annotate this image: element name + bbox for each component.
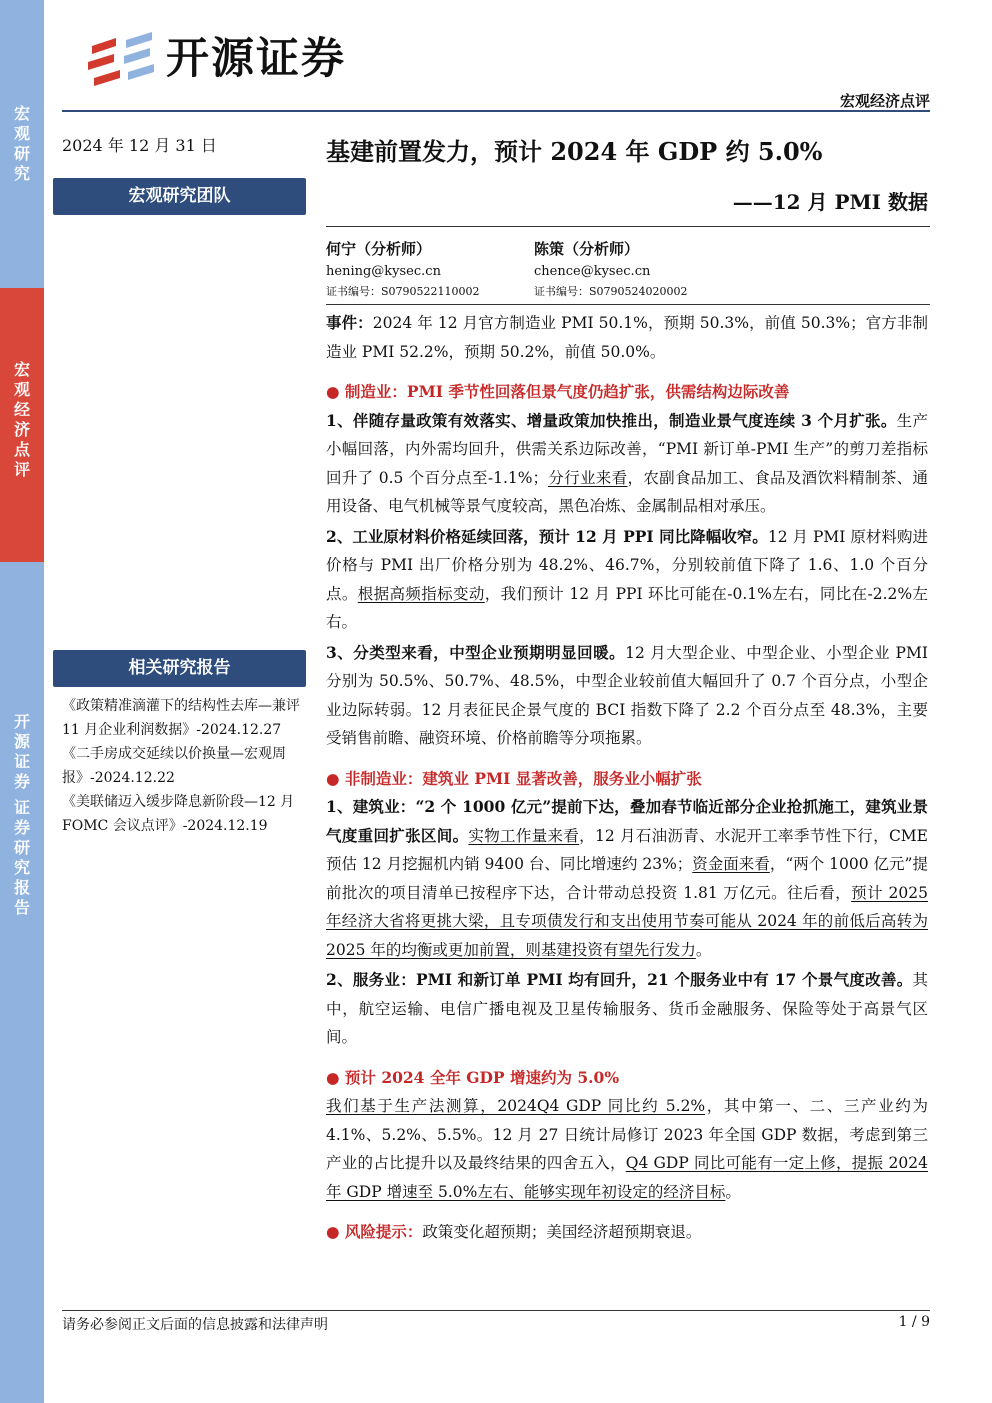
- related-reports-header: 相关研究报告: [53, 650, 306, 687]
- paragraph: [326, 966, 928, 1052]
- paragraph-text: 。: [725, 1182, 741, 1201]
- sidebar-char: 观: [13, 124, 30, 143]
- brand-logo: [86, 28, 376, 90]
- paragraph-text: ，其中第一、二、三产业约为 4.1%、5.2%、5.5%。12 月 27 日统计局修订 2023 年全国 GDP 数据，考虑到第三产业的占比提升以及最终结果的四舍五入，: [326, 1097, 928, 1172]
- brand-name: 开源证券: [166, 34, 346, 84]
- sidebar-label-mid: [0, 360, 44, 480]
- analyst-card: [534, 237, 754, 301]
- section-heading-non-manufacturing: ● 非制造业：建筑业 PMI 显著改善，服务业小幅扩张: [326, 768, 702, 788]
- sidebar-char: 宏: [13, 360, 30, 379]
- team-label: 宏观研究团队: [53, 178, 306, 215]
- report-date: 2024 年 12 月 31 日: [62, 136, 217, 155]
- analyst-cert: 证书编号：S0790522110002: [326, 285, 480, 298]
- event-label: 事件：: [326, 313, 373, 332]
- paragraph-underlined: Q4 GDP 同比可能有一定上修，提振 2024 年 GDP 增速至 5.0%左右、能够实现年初设定的经济目标: [326, 1154, 928, 1201]
- sidebar-label-bottom: [0, 712, 44, 918]
- paragraph-lead: 2、服务业：PMI 和新订单 PMI 均有回升，21 个服务业中有 17 个景气度改善。: [326, 970, 913, 989]
- related-reports-list: [62, 694, 306, 838]
- footer-disclaimer: 请务必参阅正文后面的信息披露和法律声明: [62, 1317, 328, 1333]
- sidebar-char: 点: [13, 440, 30, 459]
- sidebar-char: 报: [13, 878, 30, 897]
- report-body: [326, 309, 928, 1247]
- paragraph-text: ，我们预计 12 月 PPI 环比可能在-0.1%左右，同比在-2.2%左右。: [326, 584, 928, 631]
- sidebar-char: 研: [13, 838, 30, 857]
- page-number: 1 / 9: [898, 1314, 930, 1330]
- sidebar-char: 观: [13, 380, 30, 399]
- paragraph-lead: 2、工业原材料价格延续回落，预计 12 月 PPI 同比降幅收窄。: [326, 526, 768, 546]
- analyst-email[interactable]: chence@kysec.cn: [534, 264, 651, 279]
- title-rule: [326, 226, 930, 227]
- footer-rule: [62, 1310, 930, 1311]
- paragraph-text: 12 月 PMI 原材料购进价格与 PMI 出厂价格分别为 48.2%、46.7%，分别较前值下降了 1.6、1.0 个百分点。: [326, 527, 928, 603]
- logo-mark-icon: [86, 28, 158, 90]
- paragraph-underlined: 根据高频指标变动: [357, 584, 485, 603]
- analyst-cert: 证书编号：S0790524020002: [534, 285, 688, 298]
- paragraph-text: 生产小幅回落，内外需均回升，供需关系边际改善，“PMI 新订单-PMI 生产”的剪刀差指标回升了 0.5 个百分点至-1.1%；: [326, 411, 928, 487]
- paragraph: [326, 793, 928, 964]
- paragraph-text: ，“两个 1000 亿元”提前批次的项目清单已按程序下达，合计带动总投资 1.81 万亿元。往后看，: [326, 855, 928, 902]
- paragraph-text: ，农副食品加工、食品及酒饮料精制茶、通用设备、电气机械等景气度较高，黑色冶炼、金属制品相对承压。: [326, 468, 928, 515]
- paragraph-underlined: 分行业来看: [547, 468, 628, 487]
- sidebar-char: 证: [13, 798, 30, 817]
- sidebar-char: 济: [13, 420, 30, 439]
- paragraph-text: 12 月大型企业、中型企业、小型企业 PMI 分别为 50.5%、50.7%、48.5%，中型企业较前值大幅回升了 0.7 个百分点，小型企业边际转弱。12 月表征民企景气度的 BCI 指数下降了 2.2 个百分点至 48.3%，主要受销售前瞻、融资环境、价格前瞻等分项拖累。: [326, 643, 928, 747]
- paragraph-underlined: 资金面来看: [692, 855, 770, 873]
- page-subtitle: ——12 月 PMI 数据: [732, 190, 928, 214]
- paragraph-text: 其中，航空运输、电信广播电视及卫星传输服务、货币金融服务、保险等处于高景气区间。: [326, 971, 928, 1046]
- page-title: 基建前置发力，预计 2024 年 GDP 约 5.0%: [326, 137, 823, 166]
- paragraph: [326, 1092, 928, 1206]
- paragraph-text: ，12 月石油沥青、水泥开工率季节性下行，CME 预估 12 月挖掘机内销 9400 台、同比增速约 23%；: [326, 826, 928, 873]
- event-paragraph: [326, 309, 928, 366]
- paragraph: [326, 407, 928, 521]
- analyst-name: 何宁（分析师）: [326, 240, 432, 258]
- analyst-rule: [326, 304, 930, 305]
- sidebar-char: 源: [13, 732, 30, 751]
- paragraph-text: 。: [695, 940, 712, 959]
- sidebar-strip-bottom: [0, 562, 44, 1403]
- paragraph-underlined: 实物工作量来看: [468, 826, 580, 845]
- risk-label: ● 风险提示：: [326, 1222, 423, 1241]
- paragraph-lead: 3、分类型来看，中型企业预期明显回暖。: [326, 642, 626, 662]
- paragraph-underlined: 我们基于生产法测算，2024Q4 GDP 同比约 5.2%: [326, 1097, 706, 1115]
- paragraph-lead: 1、建筑业：“2 个 1000 亿元”提前下达，叠加春节临近部分企业抢抓施工，建筑业景气度重回扩张区间。: [326, 797, 928, 845]
- sidebar-char: 告: [13, 898, 30, 917]
- paragraph-lead: 1、伴随存量政策有效落实、增量政策加快推出，制造业景气度连续 3 个月扩张。: [326, 410, 897, 430]
- sidebar-char: 研: [13, 144, 30, 163]
- sidebar-char: 经: [13, 400, 30, 419]
- paragraph: [326, 523, 928, 637]
- sidebar-char: 开: [13, 712, 30, 731]
- sidebar-char: 究: [13, 858, 30, 877]
- event-text: 2024 年 12 月官方制造业 PMI 50.1%，预期 50.3%，前值 50.3%；官方非制造业 PMI 52.2%，预期 50.2%，前值 50.0%。: [326, 314, 928, 361]
- sidebar-char: 证: [13, 752, 30, 771]
- sidebar-char: 券: [13, 818, 30, 837]
- header-rule: [62, 110, 930, 112]
- sidebar-char: 究: [13, 164, 30, 183]
- related-report-link[interactable]: 《政策精准滴灌下的结构性去库—兼评 11 月企业利润数据》-2024.12.27: [62, 698, 300, 738]
- sidebar-char: 券: [13, 772, 30, 791]
- sidebar-char: 宏: [13, 104, 30, 123]
- paragraph-underlined: 预计 2025 年经济大省将更挑大梁，且专项债发行和支出使用节奏可能从 2024 年的前低后高转为 2025 年的均衡或更加前置，则基建投资有望先行发力: [326, 883, 928, 959]
- sidebar-char: 评: [13, 460, 30, 479]
- paragraph: [326, 639, 928, 753]
- analyst-name: 陈策（分析师）: [534, 240, 640, 258]
- analyst-email[interactable]: hening@kysec.cn: [326, 264, 441, 279]
- section-heading-gdp: ● 预计 2024 全年 GDP 增速约为 5.0%: [326, 1067, 620, 1087]
- related-report-link[interactable]: 《二手房成交延续以价换量—宏观周报》-2024.12.22: [62, 746, 286, 786]
- risk-paragraph: [326, 1218, 928, 1247]
- risk-text: 政策变化超预期；美国经济超预期衰退。: [422, 1223, 702, 1241]
- related-report-link[interactable]: 《美联储迈入缓步降息新阶段—12 月 FOMC 会议点评》-2024.12.19: [62, 794, 295, 834]
- report-category: 宏观经济点评: [839, 92, 930, 110]
- section-heading-manufacturing: ● 制造业：PMI 季节性回落但景气度仍趋扩张，供需结构边际改善: [326, 382, 790, 401]
- analyst-card: [326, 237, 526, 301]
- sidebar-label-top: [0, 104, 44, 184]
